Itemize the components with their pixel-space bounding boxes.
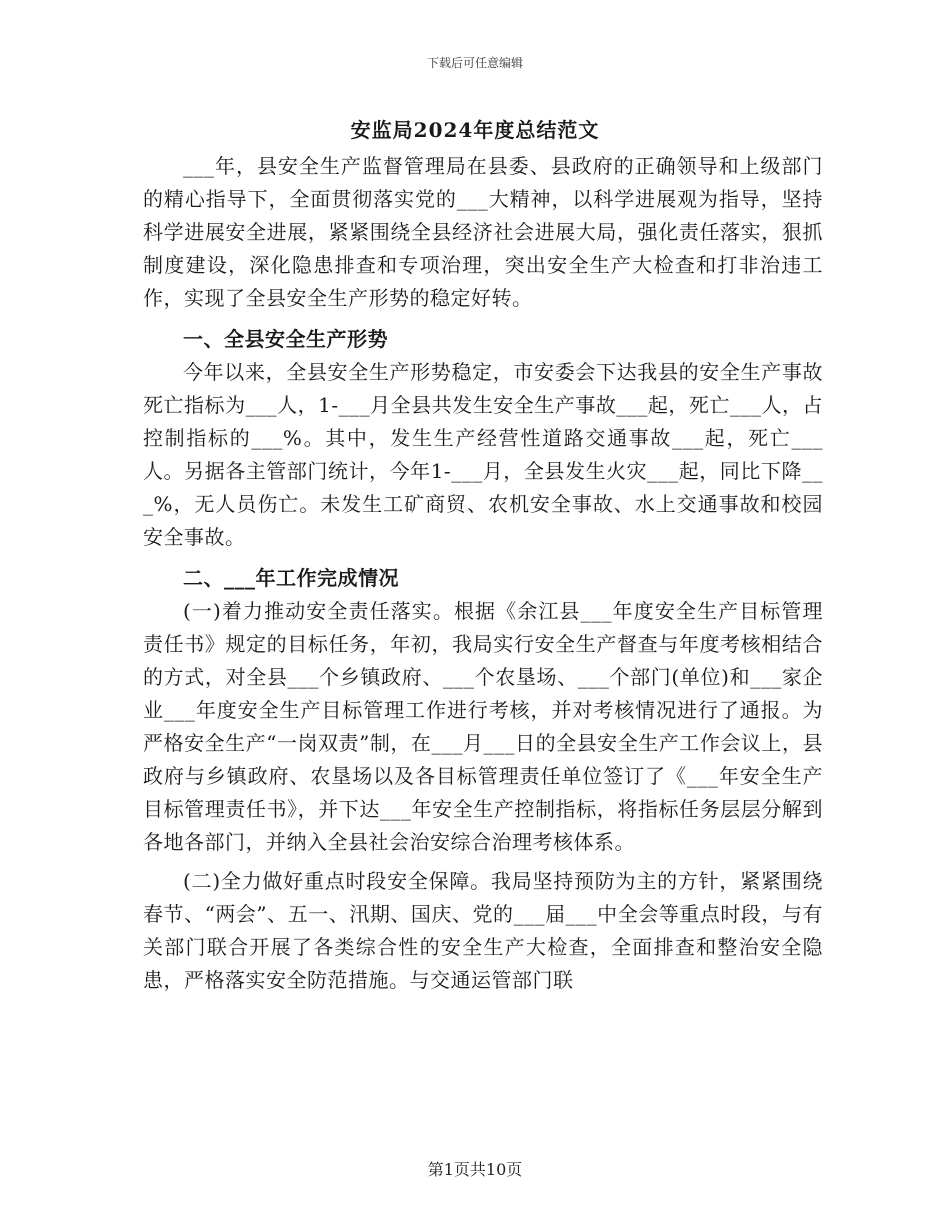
section1-paragraph: 今年以来，全县安全生产形势稳定，市安委会下达我县的安全生产事故死亡指标为___人，1-___月全县共发生安全生产事故___起，死亡___人，占控制指标的___%。其中，发生生产经营性道路交通事故___起，死亡___人。另据各主管部门统计，今年1-___月，全县发生火灾___起，同比下降___%，无人员伤亡。未发生工矿商贸、农机安全事故、水上交通事故和校园安全事故。 — [143, 360, 823, 549]
intro-paragraph: ___年，县安全生产监督管理局在县委、县政府的正确领导和上级部门的精心指导下，全面贯彻落实党的___大精神，以科学进展观为指导，坚持科学进展安全进展，紧紧围绕全县经济社会进展大局，强化责任落实，狠抓制度建设，深化隐患排查和专项治理，突出安全生产大检查和打非治违工作，实现了全县安全生产形势的稳定好转。 — [143, 154, 823, 310]
document-body — [143, 150, 823, 997]
section2-paragraph-1: (一)着力推动安全责任落实。根据《余江县___年度安全生产目标管理责任书》规定的目标任务，年初，我局实行安全生产督查与年度考核相结合的方式，对全县___个乡镇政府、___个农垦场、___个部门(单位)和___家企业___年度安全生产目标管理工作进行考核，并对考核情况进行了通报。为严格安全生产“一岗双责”制，在___月___日的全县安全生产工作会议上，县政府与乡镇政府、农垦场以及各目标管理责任单位签订了《___年安全生产目标管理责任书》，并下达___年安全生产控制指标，将指标任务层层分解到各地各部门，并纳入全县社会治安综合治理考核体系。 — [143, 599, 823, 854]
header-note: 下载后可任意编辑 — [426, 56, 523, 70]
section2-heading: 二、___年工作完成情况 — [183, 566, 399, 590]
section2-paragraph-2: (二)全力做好重点时段安全保障。我局坚持预防为主的方针，紧紧围绕春节、“两会”、五一、汛期、国庆、党的___届___中全会等重点时段，与有关部门联合开展了各类综合性的安全生产大检查，全面排查和整治安全隐患，严格落实安全防范措施。与交通运管部门联 — [143, 869, 823, 992]
document-title: 安监局2024年度总结范文 — [350, 118, 600, 142]
page-footer: 第1页共10页 — [427, 1160, 523, 1179]
section1-heading: 一、全县安全生产形势 — [183, 327, 388, 351]
